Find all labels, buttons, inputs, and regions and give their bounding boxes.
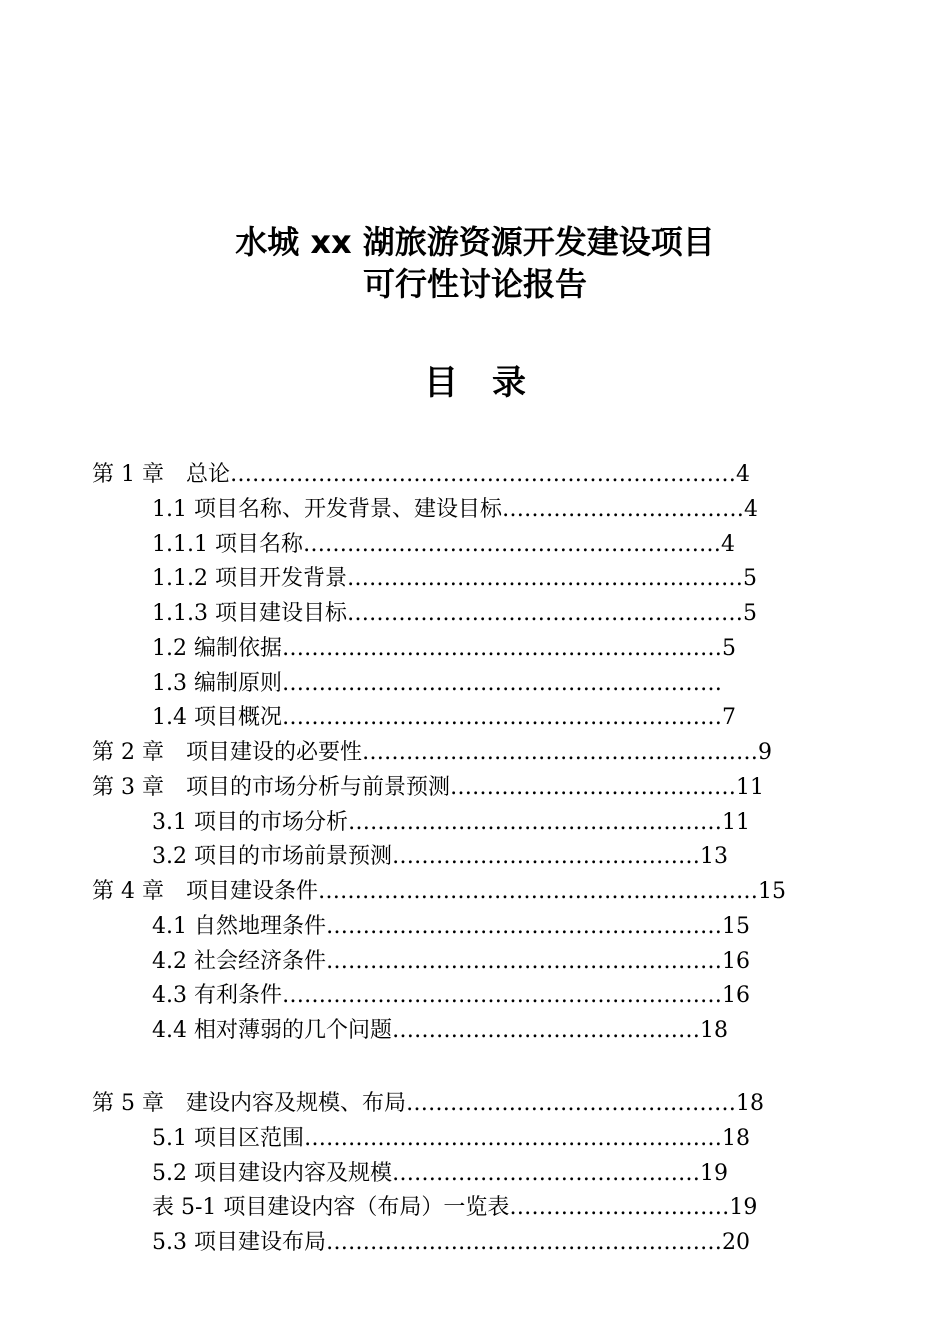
toc-entry[interactable] [152,703,736,733]
toc-entry[interactable] [92,1089,764,1119]
toc-entry[interactable] [152,1159,728,1189]
toc-entry[interactable] [92,738,772,768]
toc-leader: ……………………………………………… [325,949,722,974]
toc-leader: ……………………………………… [405,1091,736,1116]
toc-leader: ………………………………… [450,775,736,800]
toc-leader: …………………………………… [391,844,700,869]
toc-leader: ………………………… [509,1195,730,1220]
toc-page-number: 20 [721,1230,750,1255]
toc-page-number: 9 [757,740,772,765]
toc-leader: …………………………………………………… [317,879,758,904]
toc-entry-text: 4.3 有利条件 [152,983,282,1008]
toc-page-number: 19 [699,1161,728,1186]
toc-page-number: 11 [736,775,764,800]
toc-leader: …………………………………………… [347,810,722,835]
toc-entry-text: 5.1 项目区范围 [152,1126,304,1151]
toc-page-number: 4 [743,497,758,522]
toc-entry[interactable] [152,947,750,977]
toc-entry-text: 第 2 章 项目建设的必要性 [92,740,362,765]
toc-entry-text: 1.1.2 项目开发背景 [152,566,347,591]
toc-leader: ………………………………………………… [302,532,721,557]
toc-page-number: 18 [721,1126,750,1151]
toc-entry-text: 4.1 自然地理条件 [152,914,326,939]
toc-leader: ……………………………………………… [346,601,743,626]
toc-entry-text: 4.4 相对薄弱的几个问题 [152,1018,392,1043]
toc-entry-text: 1.1.1 项目名称 [152,532,303,557]
toc-heading: 目录 [424,363,560,403]
toc-page-number: 13 [699,844,728,869]
toc-entry-text: 3.1 项目的市场分析 [152,810,348,835]
toc-page-number: 11 [721,810,750,835]
toc-entry-text: 5.2 项目建设内容及规模 [152,1161,392,1186]
toc-page-number: 15 [757,879,786,904]
toc-page-number: 18 [699,1018,728,1043]
toc-entry-text: 1.1 项目名称、开发背景、建设目标 [152,497,502,522]
toc-leader: ……………………………………………… [361,740,758,765]
toc-leader: …………………………………………………… [281,705,722,730]
toc-entry[interactable] [152,981,750,1011]
toc-page-number: 18 [735,1091,764,1116]
toc-leader: ……………………………………………… [325,914,722,939]
toc-leader: …………………………… [501,497,744,522]
toc-entry-text: 3.2 项目的市场前景预测 [152,844,392,869]
toc-page-number: 4 [735,462,750,487]
toc-page-number: 4 [720,532,735,557]
toc-leader: ……………………………………………… [325,1230,722,1255]
toc-entry[interactable] [152,1228,750,1258]
toc-entry[interactable] [92,460,750,490]
toc-entry-text: 1.1.3 项目建设目标 [152,601,347,626]
toc-leader: ……………………………………………… [346,566,743,591]
toc-entry[interactable] [152,842,728,872]
toc-entry-text: 表 5-1 项目建设内容（布局）一览表 [152,1195,510,1220]
toc-entry[interactable] [152,912,750,942]
toc-page-number: 5 [721,636,736,661]
toc-leader: …………………………………………………… [281,671,722,696]
toc-entry[interactable] [152,530,735,560]
toc-entry-text: 第 4 章 项目建设条件 [92,879,318,904]
toc-page-number: 15 [721,914,750,939]
toc-page-number: 5 [742,566,757,591]
toc-entry-text: 第 1 章 总论 [92,462,230,487]
toc-entry[interactable] [152,634,736,664]
toc-entry-text: 5.3 项目建设布局 [152,1230,326,1255]
document-title-line2: 可行性讨论报告 [362,265,587,303]
toc-page-number: 19 [729,1195,758,1220]
toc-entry[interactable] [152,808,750,838]
toc-page-number: 16 [721,949,750,974]
toc-leader: …………………………………… [391,1018,700,1043]
toc-leader: …………………………………………………………… [229,462,736,487]
toc-entry[interactable] [152,564,757,594]
toc-entry[interactable] [152,1124,750,1154]
toc-entry[interactable] [152,1193,757,1223]
toc-page-number: 5 [742,601,757,626]
toc-leader: …………………………………………………… [281,636,722,661]
toc-entry-text: 1.3 编制原则 [152,671,282,696]
toc-entry-text: 1.2 编制依据 [152,636,282,661]
toc-entry[interactable] [152,669,722,699]
toc-entry[interactable] [92,877,786,907]
toc-entry-text: 第 5 章 建设内容及规模、布局 [92,1091,406,1116]
document-title-line1: 水城 xx 湖旅游资源开发建设项目 [235,223,715,261]
toc-entry[interactable] [152,599,757,629]
toc-entry[interactable] [152,1016,728,1046]
toc-entry[interactable] [152,495,758,525]
toc-leader: ………………………………………………… [303,1126,722,1151]
toc-leader: …………………………………… [391,1161,700,1186]
toc-entry[interactable] [92,773,764,803]
toc-leader: …………………………………………………… [281,983,722,1008]
toc-entry-text: 第 3 章 项目的市场分析与前景预测 [92,775,450,800]
toc-page-number: 16 [721,983,750,1008]
toc-page-number: 7 [721,705,736,730]
toc-entry-text: 1.4 项目概况 [152,705,282,730]
toc-entry-text: 4.2 社会经济条件 [152,949,326,974]
